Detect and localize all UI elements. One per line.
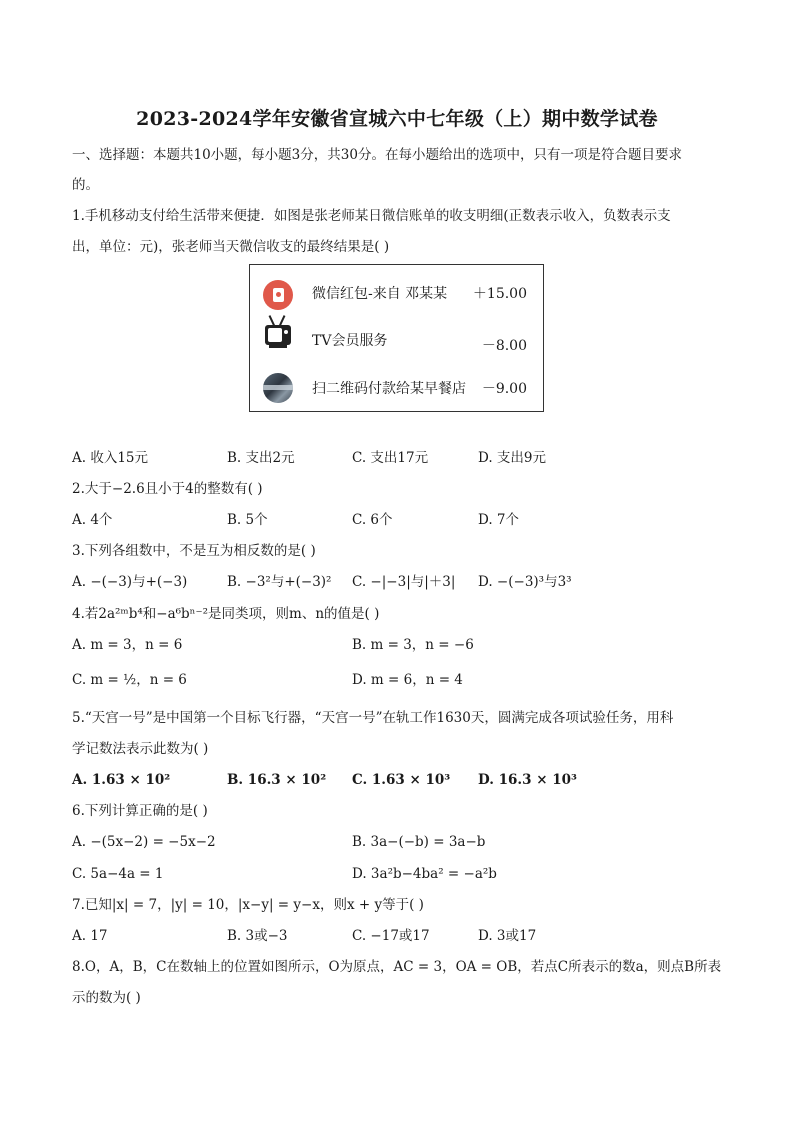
q8-stem-line2: 示的数为( ) (72, 990, 141, 1006)
q1-option-c[interactable]: C. 支出17元 (352, 450, 429, 466)
q2-stem: 2.大于−2.6且小于4的整数有( ) (72, 481, 263, 497)
q6-option-b[interactable]: B. 3a−(−b) = 3a−b (352, 834, 486, 850)
q6-option-a[interactable]: A. −(5x−2) = −5x−2 (72, 834, 216, 850)
bill-amount: －8.00 (481, 338, 527, 354)
red-packet-icon (263, 280, 293, 310)
q6-stem: 6.下列计算正确的是( ) (72, 803, 208, 819)
q2-option-b[interactable]: B. 5个 (227, 512, 268, 528)
exam-title: 2023-2024学年安徽省宣城六中七年级（上）期中数学试卷 (136, 108, 658, 130)
q5-option-d[interactable]: D. 16.3 × 10³ (478, 772, 577, 788)
bill-amount: ＋15.00 (472, 286, 527, 302)
tv-icon (263, 315, 293, 345)
shop-photo-icon (263, 373, 293, 403)
q7-option-b[interactable]: B. 3或−3 (227, 928, 288, 944)
q5-option-c[interactable]: C. 1.63 × 10³ (352, 772, 451, 788)
q1-stem-line2: 出，单位：元)，张老师当天微信收支的最终结果是( ) (72, 239, 390, 255)
q6-option-d[interactable]: D. 3a²b−4ba² = −a²b (352, 866, 497, 882)
q3-stem: 3.下列各组数中，不是互为相反数的是( ) (72, 543, 316, 559)
q8-stem-line1: 8.O，A，B，C在数轴上的位置如图所示，O为原点，AC = 3，OA = OB，若点C所表示的数a，则点B所表 (72, 959, 722, 975)
q1-option-d[interactable]: D. 支出9元 (478, 450, 547, 466)
bill-row-tv (250, 317, 545, 357)
q7-option-a[interactable]: A. 17 (72, 928, 108, 944)
q3-option-c[interactable]: C. −|−3|与|＋3| (352, 574, 456, 590)
wechat-bill-box (249, 264, 544, 412)
q7-option-d[interactable]: D. 3或17 (478, 928, 537, 944)
q1-option-b[interactable]: B. 支出2元 (227, 450, 295, 466)
q6-option-c[interactable]: C. 5a−4a = 1 (72, 866, 164, 882)
q4-option-d[interactable]: D. m = 6，n = 4 (352, 672, 463, 688)
q3-option-b[interactable]: B. −3²与+(−3)² (227, 574, 332, 590)
q2-option-d[interactable]: D. 7个 (478, 512, 520, 528)
q3-option-a[interactable]: A. −(−3)与+(−3) (72, 574, 188, 590)
bill-row-red-packet (250, 273, 545, 313)
bill-row-shop (250, 369, 545, 409)
q1-option-a[interactable]: A. 收入15元 (72, 450, 149, 466)
q7-stem: 7.已知|x| = 7，|y| = 10，|x−y| = y−x，则x + y等于( ) (72, 897, 424, 913)
q5-stem-line1: 5.“天宫一号”是中国第一个目标飞行器，“天宫一号”在轨工作1630天，圆满完成各项试验任务，用科 (72, 710, 674, 726)
q4-option-b[interactable]: B. m = 3，n = −6 (352, 637, 474, 653)
bill-label: 扫二维码付款给某早餐店 (312, 381, 466, 397)
q5-option-b[interactable]: B. 16.3 × 10² (227, 772, 327, 788)
q5-stem-line2: 学记数法表示此数为( ) (72, 741, 209, 757)
q2-option-c[interactable]: C. 6个 (352, 512, 393, 528)
bill-label: TV会员服务 (312, 333, 388, 349)
q4-option-a[interactable]: A. m = 3，n = 6 (72, 637, 183, 653)
section-instructions-line1: 一、选择题：本题共10小题，每小题3分，共30分。在每小题给出的选项中，只有一项是符合题目要求 (72, 147, 682, 163)
q7-option-c[interactable]: C. −17或17 (352, 928, 430, 944)
section-instructions-line2: 的。 (72, 177, 99, 193)
bill-amount: －9.00 (481, 381, 527, 397)
bill-label: 微信红包-来自 邓某某 (312, 286, 448, 302)
q5-option-a[interactable]: A. 1.63 × 10² (72, 772, 171, 788)
q4-option-c[interactable]: C. m = ½，n = 6 (72, 672, 187, 688)
q1-stem-line1: 1.手机移动支付给生活带来便捷．如图是张老师某日微信账单的收支明细(正数表示收入，负数表示支 (72, 208, 671, 224)
q4-stem: 4.若2a²ᵐb⁴和−a⁶bⁿ⁻²是同类项，则m、n的值是( ) (72, 606, 380, 622)
q2-option-a[interactable]: A. 4个 (72, 512, 113, 528)
q3-option-d[interactable]: D. −(−3)³与3³ (478, 574, 572, 590)
